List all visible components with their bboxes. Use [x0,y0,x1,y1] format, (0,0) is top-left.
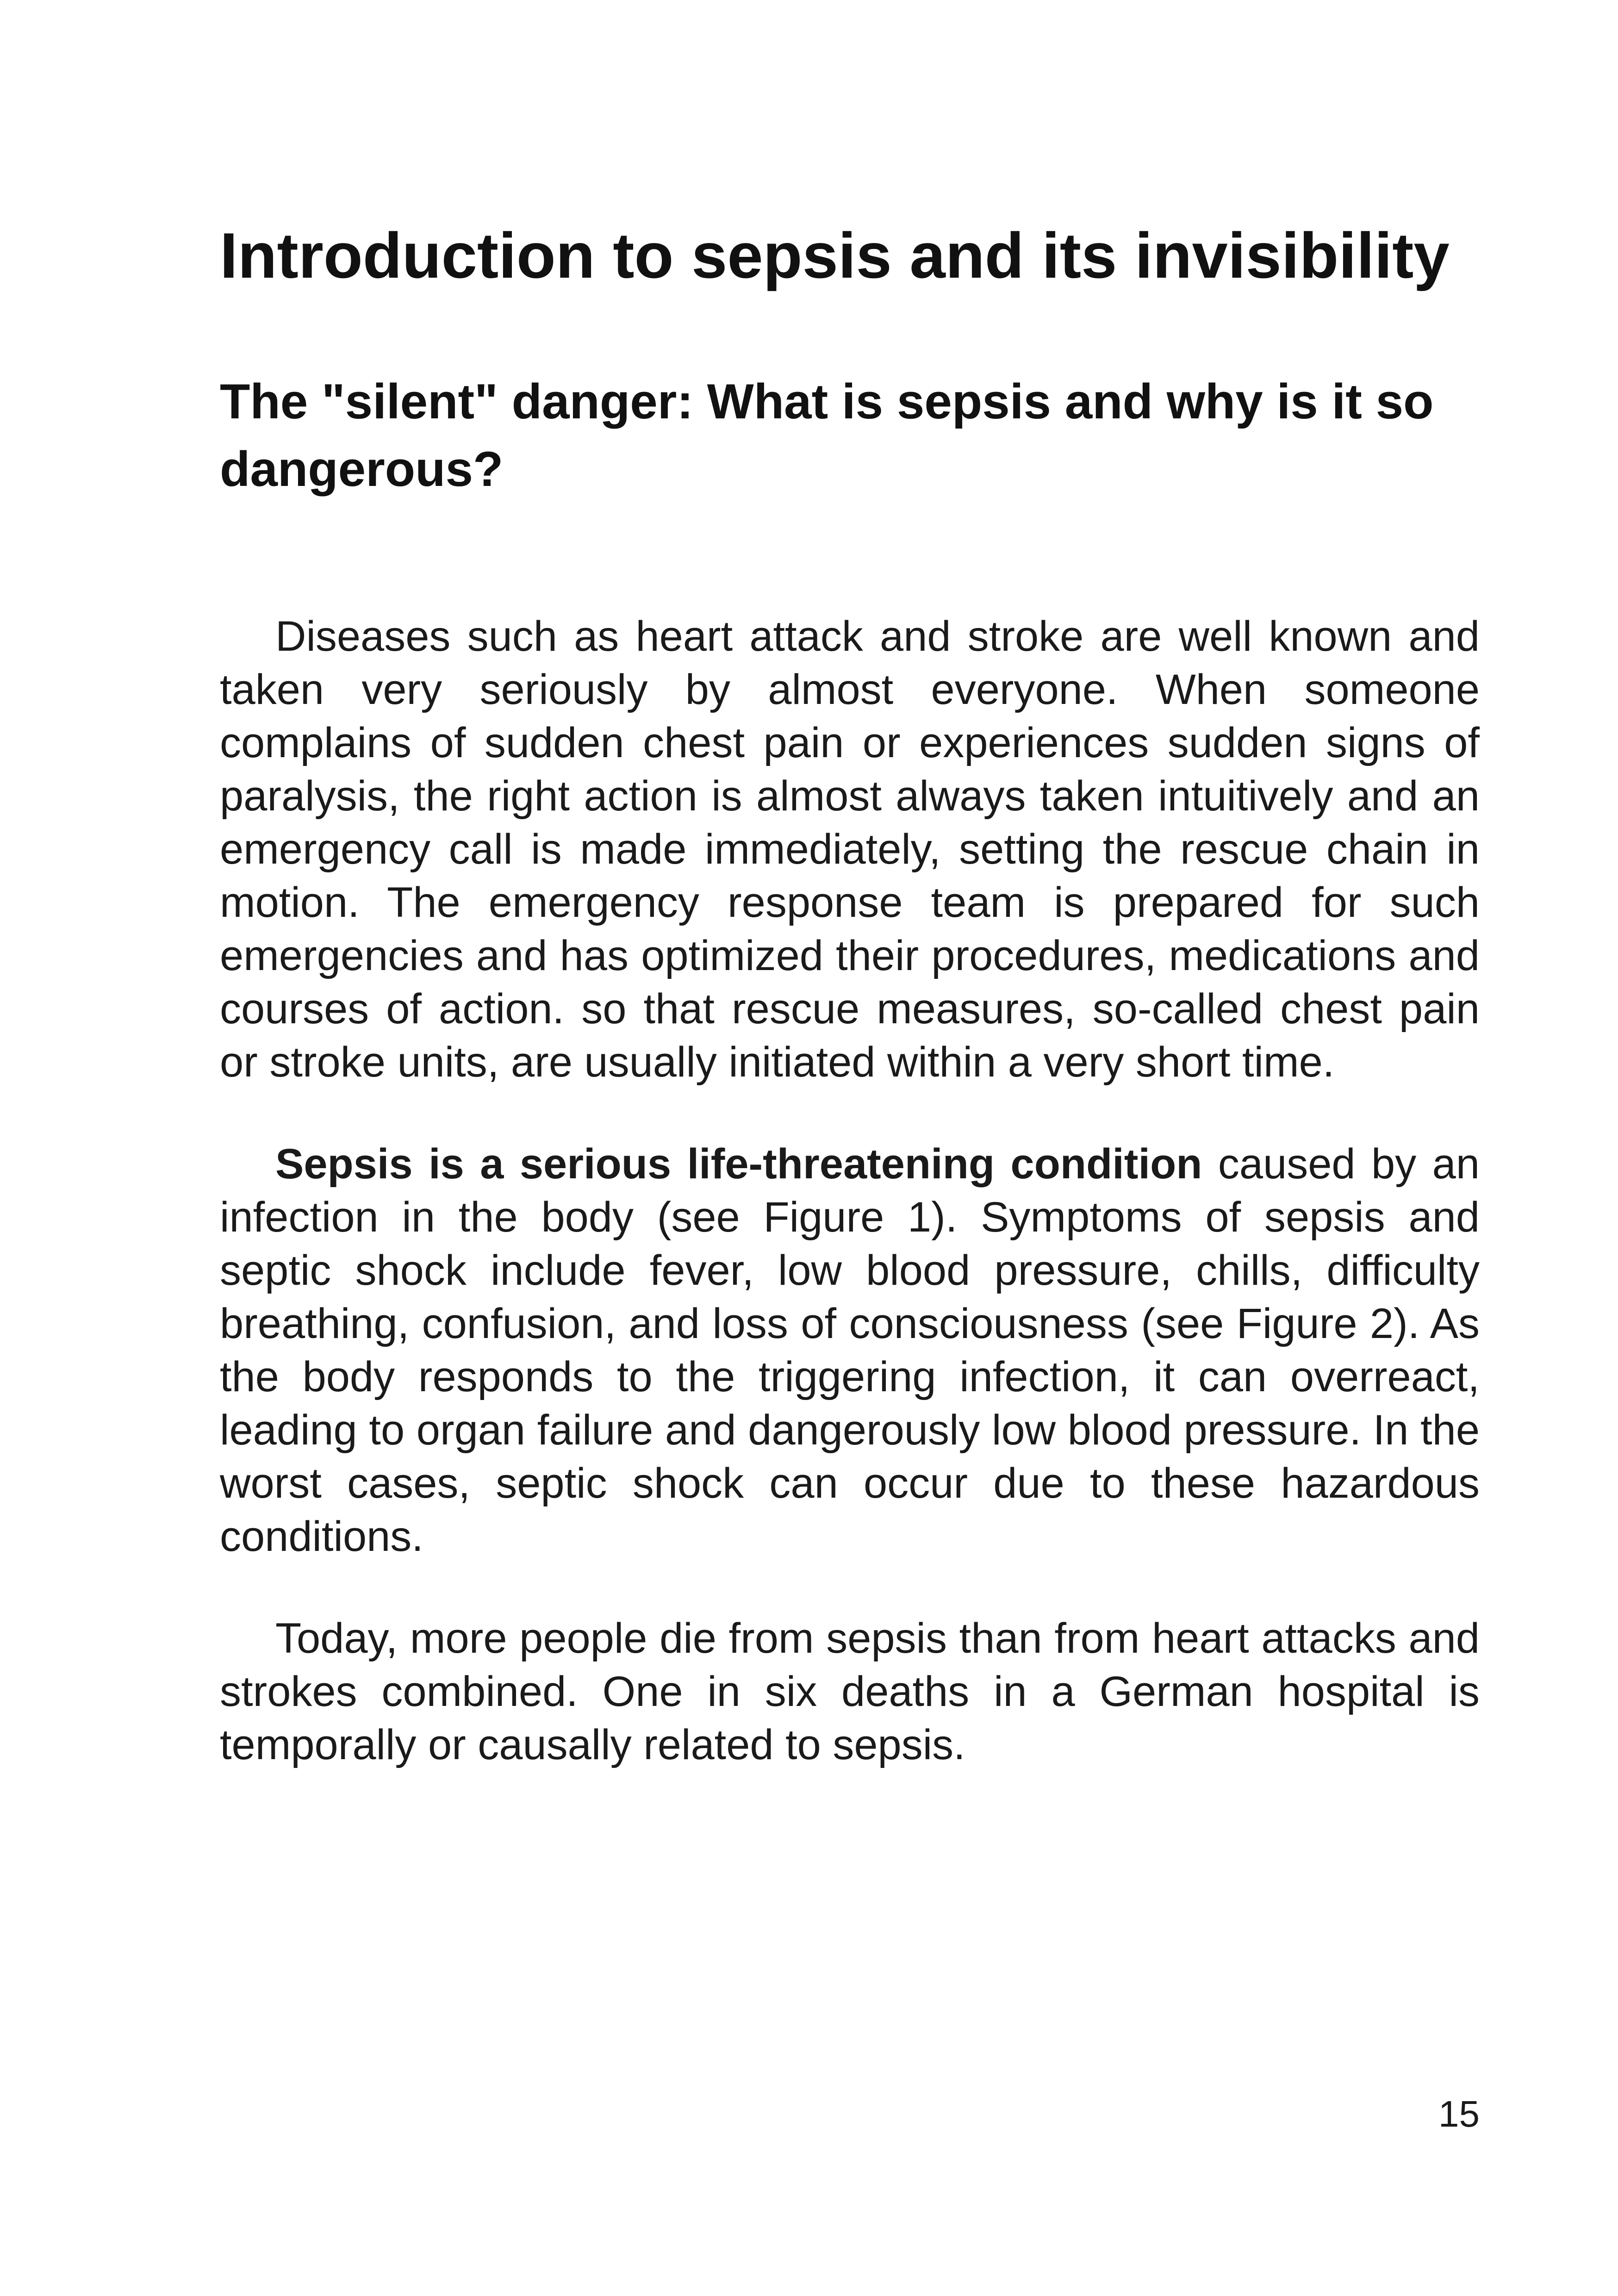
chapter-title: Introduction to sepsis and its invisibility [220,220,1450,292]
document-page [220,0,1480,2296]
paragraph-bold-lead: Sepsis is a serious life-threatening condition [275,1140,1202,1188]
body-text [220,610,1480,1772]
paragraph-heart-attack-stroke: Diseases such as heart attack and stroke are well known and taken very seriously by almost everyone. When someone complains of sudden chest pain or experiences sudden signs of paralysis, the right action is almost always taken intuitively and an emergency call is made immediately, setting the rescue chain in motion. The emergency response team is prepared for such emergencies and has optimized their procedures, medications and courses of action. so that rescue measures, so-called chest pain or stroke units, are usually initiated within a very short time. [220,613,1480,1086]
paragraph-sepsis-deaths: Today, more people die from sepsis than from heart attacks and strokes combined. One in six deaths in a German hospital is temporally or causally related to sepsis. [220,1615,1480,1768]
paragraph-sepsis-body: caused by an infection in the body (see Figure 1). Symptoms of sepsis and septic shock include fever, low blood pressure, chills, difficulty breathing, confusion, and loss of consciousness (see Figure 2). As the body responds to the triggering infection, it can overreact, leading to organ failure and dangerously low blood pressure. In the worst cases, septic shock can occur due to these hazardous conditions. [220,1140,1480,1560]
section-title: The "silent" danger: What is sepsis and why is it so dangerous? [220,373,1434,497]
paragraph-sepsis-definition [220,1138,1480,1563]
page-number: 15 [1438,2093,1480,2134]
